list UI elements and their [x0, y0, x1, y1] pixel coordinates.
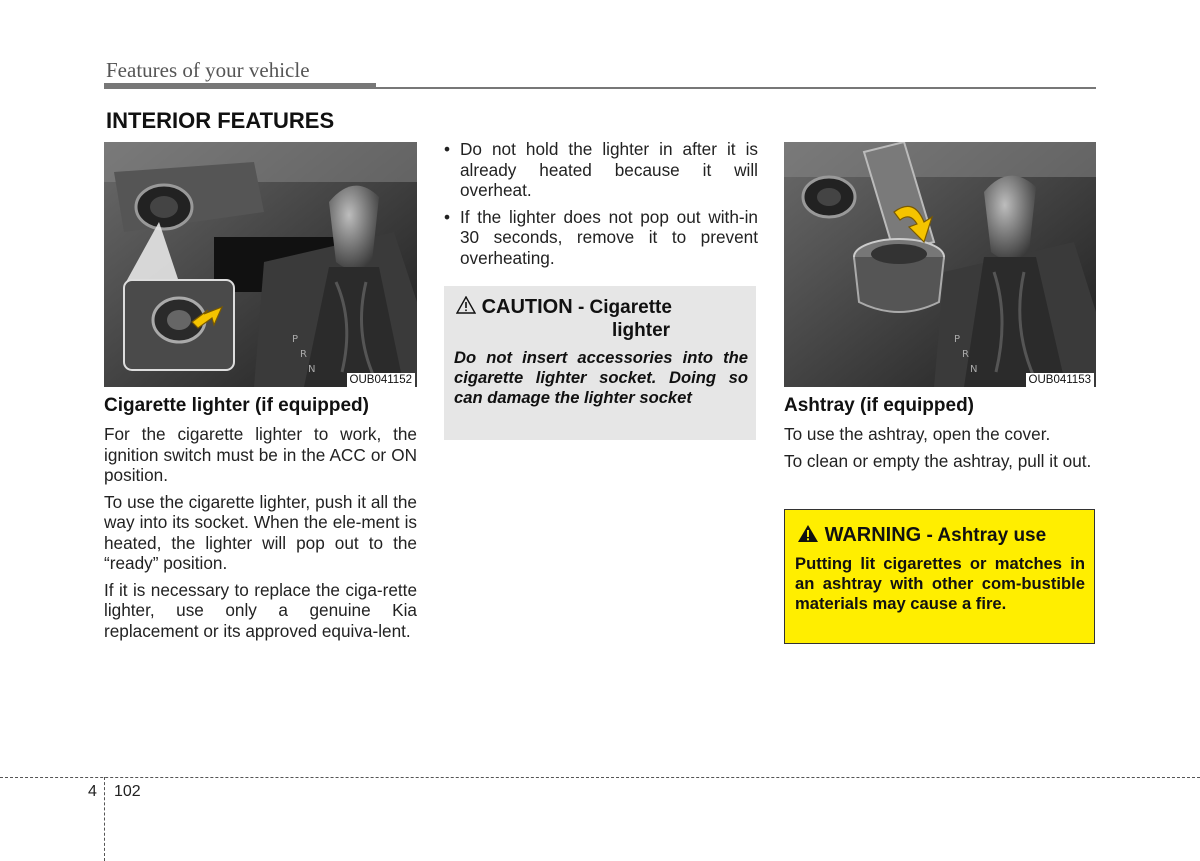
footer-rule	[0, 777, 1200, 778]
caution-triangle-icon	[456, 296, 476, 314]
cigarette-lighter-photo	[104, 142, 417, 387]
lighter-bullet-list	[444, 139, 758, 274]
caution-label: CAUTION	[481, 296, 573, 318]
svg-text:N: N	[970, 364, 978, 375]
bullet-text: Do not hold the lighter in after it is already heated because it will overheat.	[460, 139, 758, 200]
paragraph: For the cigarette lighter to work, the ignition switch must be in the ACC or ON position.	[104, 424, 417, 485]
ashtray-heading: Ashtray (if equipped)	[784, 395, 975, 416]
bullet-text: If the lighter does not pop out with-in 30 seconds, remove it to prevent overheating.	[460, 206, 758, 268]
warning-title: - Ashtray use	[921, 525, 1047, 546]
caution-heading	[456, 296, 672, 319]
caution-box	[444, 286, 756, 440]
caution-body: Do not insert accessories into the cigarette lighter socket. Doing so can damage the lighter socket	[454, 348, 748, 407]
svg-text:P: P	[292, 334, 299, 345]
running-header: Features of your vehicle	[106, 58, 310, 82]
cigarette-lighter-illustration	[104, 142, 417, 387]
bullet-item: • Do not hold the lighter in after it is already heated because it will overheat.	[444, 139, 758, 200]
svg-text:R: R	[962, 349, 969, 360]
svg-text:N: N	[308, 364, 316, 375]
section-title: INTERIOR FEATURES	[106, 108, 335, 133]
header-rule-thin	[376, 87, 1096, 89]
svg-text:P: P	[954, 334, 961, 345]
warning-heading	[797, 524, 1046, 547]
ashtray-illustration	[784, 142, 1096, 387]
paragraph: If it is necessary to replace the ciga-rette lighter, use only a genuine Kia replacement or its approved equiva-lent.	[104, 579, 417, 641]
paragraph: To clean or empty the ashtray, pull it out.	[784, 450, 1092, 471]
photo-code: OUB041153	[1026, 373, 1094, 387]
footer-divider	[104, 777, 105, 861]
warning-triangle-icon	[797, 524, 819, 543]
warning-box	[784, 509, 1095, 644]
chapter-number: 4	[88, 783, 97, 800]
paragraph: To use the cigarette lighter, push it all the way into its socket. When the ele-ment is heated, the lighter will pop out to the “ready” position.	[104, 491, 417, 573]
cigarette-lighter-body	[104, 424, 417, 647]
header-rule	[104, 83, 376, 89]
warning-label: WARNING	[824, 524, 922, 546]
cigarette-lighter-heading: Cigarette lighter (if equipped)	[104, 395, 369, 416]
page-number: 102	[114, 783, 141, 800]
warning-body: Putting lit cigarettes or matches in an ashtray with other com-bustible materials may cause a fire.	[795, 554, 1085, 613]
svg-text:R: R	[300, 349, 307, 360]
caution-title: - Cigarette	[572, 297, 672, 318]
ashtray-body	[784, 424, 1096, 477]
ashtray-photo	[784, 142, 1096, 387]
photo-code: OUB041152	[347, 373, 415, 387]
paragraph: To use the ashtray, open the cover.	[784, 424, 1051, 444]
caution-title-line2: lighter	[612, 320, 671, 341]
bullet-item: • If the lighter does not pop out with-in 30 seconds, remove it to prevent overheating.	[444, 206, 758, 268]
